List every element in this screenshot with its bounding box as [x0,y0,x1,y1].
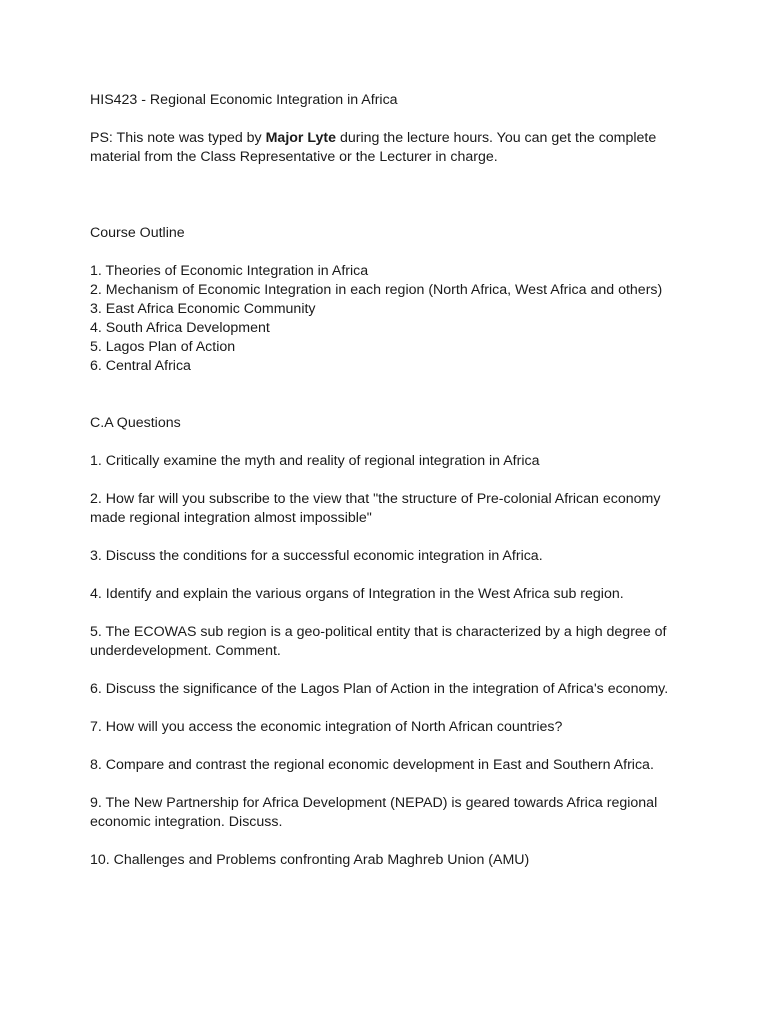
ca-questions-heading: C.A Questions [90,415,181,431]
ca-question-line: economic integration. Discuss. [90,814,283,830]
ca-questions-list [90,452,700,870]
course-outline-item: 6. Central Africa [90,358,191,374]
course-outline-item: 1. Theories of Economic Integration in Africa [90,263,369,279]
course-outline-list [90,262,700,376]
ca-question-line: underdevelopment. Comment. [90,643,281,659]
course-outline-item: 2. Mechanism of Economic Integration in each region (North Africa, West Africa and others) [90,282,663,298]
ca-question-line: 2. How far will you subscribe to the view that "the structure of Pre-colonial African economy [90,491,661,507]
ca-question [90,547,700,566]
ca-question-line: made regional integration almost impossible" [90,510,372,526]
ca-question-line: 9. The New Partnership for Africa Development (NEPAD) is geared towards Africa regional [90,795,658,811]
ca-question [90,490,700,528]
ca-question [90,794,700,832]
ca-question-line: 10. Challenges and Problems confronting Arab Maghreb Union (AMU) [90,852,530,868]
ca-question [90,718,700,737]
ca-question-line: 6. Discuss the significance of the Lagos Plan of Action in the integration of Africa's economy. [90,681,669,697]
ca-question [90,680,700,699]
document-title: HIS423 - Regional Economic Integration in Africa [90,92,398,108]
course-outline-heading: Course Outline [90,225,185,241]
course-outline-item: 3. East Africa Economic Community [90,301,316,317]
ps-note-line-2: material from the Class Representative or the Lecturer in charge. [90,149,498,165]
document-page [90,91,700,889]
course-outline-item: 4. South Africa Development [90,320,270,336]
ca-question [90,585,700,604]
ps-author: Major Lyte [265,130,337,146]
ps-prefix: PS: This note was typed by [90,130,266,146]
ca-question [90,452,700,471]
course-outline-item: 5. Lagos Plan of Action [90,339,236,355]
ca-question-line: 4. Identify and explain the various organs of Integration in the West Africa sub region. [90,586,624,602]
ps-suffix: during the lecture hours. You can get the complete [336,130,657,146]
ca-question-line: 3. Discuss the conditions for a successful economic integration in Africa. [90,548,543,564]
ca-question [90,756,700,775]
ca-question [90,623,700,661]
ps-note-line-1 [90,129,700,148]
ca-question-line: 8. Compare and contrast the regional economic development in East and Southern Africa. [90,757,654,773]
ca-question-line: 5. The ECOWAS sub region is a geo-political entity that is characterized by a high degree of [90,624,667,640]
ca-question-line: 7. How will you access the economic integration of North African countries? [90,719,563,735]
ca-question [90,851,700,870]
ca-question-line: 1. Critically examine the myth and reality of regional integration in Africa [90,453,540,469]
ps-note [90,129,700,167]
